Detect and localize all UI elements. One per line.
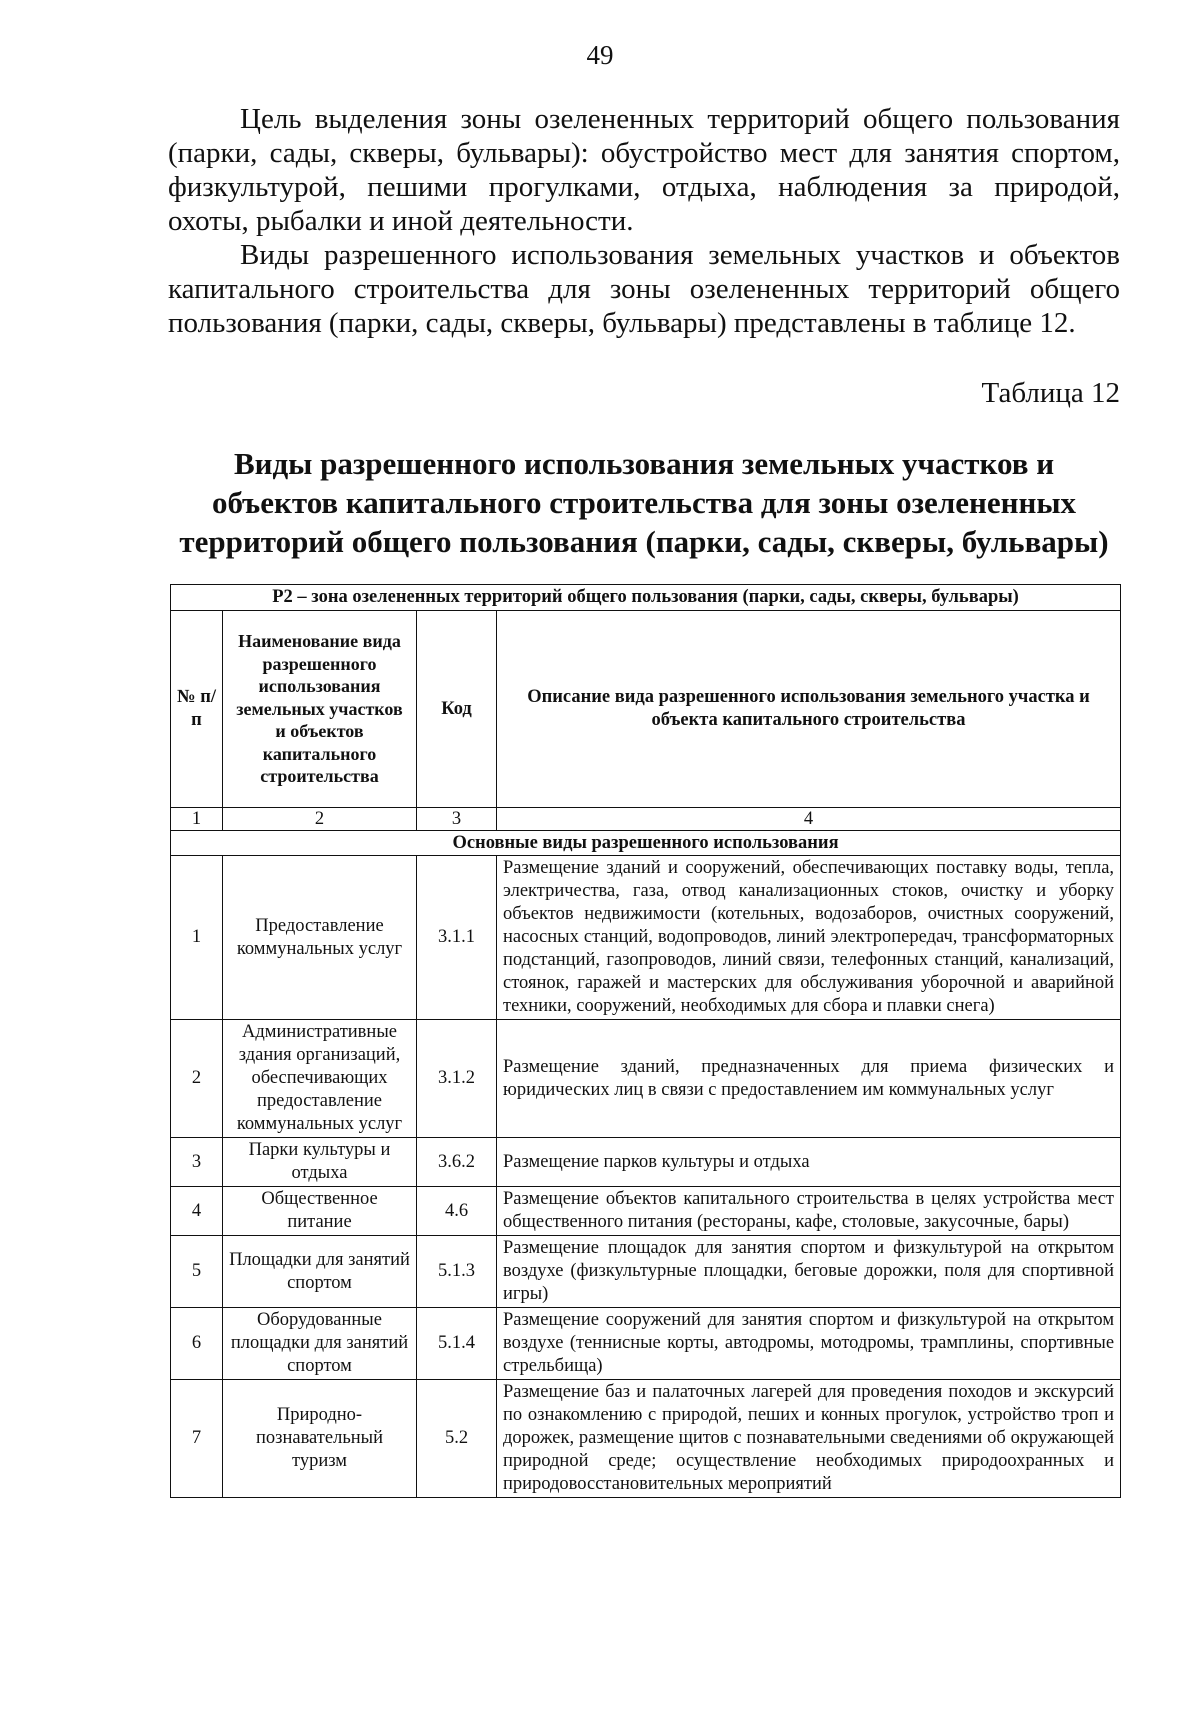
zone-header-row (171, 585, 1121, 611)
permitted-use-table (170, 584, 1121, 1498)
row-name: Общественное питание (223, 1187, 417, 1236)
row-number: 7 (171, 1380, 223, 1498)
row-description: Размещение сооружений для занятия спортом и физкультурой на открытом воздухе (теннисные корты, автодромы, мотодромы, трамплины, спортивные стрельбища) (497, 1308, 1121, 1380)
section-title: Основные виды разрешенного использования (171, 831, 1121, 856)
column-number-row (171, 808, 1121, 831)
row-description: Размещение баз и палаточных лагерей для проведения походов и экскурсий по ознакомлению с природой, пеших и конных прогулок, устройство троп и дорожек, размещение щитов с познавательными сведениями об окружающей природной среде; осуществление необходимых природоохранных и природовосстановительных мероприятий (497, 1380, 1121, 1498)
row-code: 3.6.2 (417, 1138, 497, 1187)
row-name: Парки культуры и отдыха (223, 1138, 417, 1187)
header-code: Код (417, 611, 497, 808)
table-title: Виды разрешенного использования земельных участков и объектов капитального строительства для зоны озелененных территорий общего пользования (парки, сады, скверы, бульвары) (179, 446, 1109, 559)
header-name: Наименование вида разрешенного использования земельных участков и объектов капитального строительства (223, 611, 417, 808)
paragraph-table-reference: Виды разрешенного использования земельных участков и объектов капитального строительства для зоны озелененных территорий общего пользования (парки, сады, скверы, бульвары) представлены в таблице 12. (168, 239, 1120, 339)
row-name: Предоставление коммунальных услуг (223, 856, 417, 1020)
row-code: 4.6 (417, 1187, 497, 1236)
row-number: 6 (171, 1308, 223, 1380)
row-name: Площадки для занятий спортом (223, 1236, 417, 1308)
body-text (168, 102, 1120, 340)
paragraph-purpose: Цель выделения зоны озелененных территорий общего пользования (парки, сады, скверы, бульвары): обустройство мест для занятия спортом, физкультурой, пешими прогулками, отдыха, наблюдения за природой, охоты, рыбалки и иной деятельности. (168, 103, 1120, 237)
row-description: Размещение зданий и сооружений, обеспечивающих поставку воды, тепла, электричества, газа, отвод канализационных стоков, очистку и уборку объектов недвижимости (котельных, водозаборов, очистных сооружений, насосных станций, водопроводов, линий электропередач, трансформаторных подстанций, газопроводов, линий связи, телефонных станций, канализаций, стоянок, гаражей и мастерских для обслуживания уборочной и аварийной техники, сооружений, необходимых для сбора и плавки снега) (497, 856, 1121, 1020)
row-name: Оборудованные площадки для занятий спортом (223, 1308, 417, 1380)
row-name: Административные здания организаций, обеспечивающих предоставление коммунальных услуг (223, 1020, 417, 1138)
row-code: 3.1.1 (417, 856, 497, 1020)
row-description: Размещение зданий, предназначенных для приема физических и юридических лиц в связи с предоставлением им коммунальных услуг (497, 1020, 1121, 1138)
row-number: 2 (171, 1020, 223, 1138)
table-row (171, 1236, 1121, 1308)
table-row (171, 1380, 1121, 1498)
column-number: 3 (417, 808, 497, 831)
row-number: 3 (171, 1138, 223, 1187)
row-number: 4 (171, 1187, 223, 1236)
row-number: 1 (171, 856, 223, 1020)
page-number: 49 (586, 40, 614, 70)
row-code: 5.2 (417, 1380, 497, 1498)
column-number: 2 (223, 808, 417, 831)
row-code: 5.1.4 (417, 1308, 497, 1380)
section-row (171, 831, 1121, 856)
table-label: Таблица 12 (981, 377, 1120, 409)
column-number: 4 (497, 808, 1121, 831)
zone-header: Р2 – зона озелененных территорий общего пользования (парки, сады, скверы, бульвары) (171, 585, 1121, 611)
table-row (171, 856, 1121, 1020)
header-number: № п/п (171, 611, 223, 808)
row-number: 5 (171, 1236, 223, 1308)
row-description: Размещение площадок для занятия спортом и физкультурой на открытом воздухе (физкультурные площадки, беговые дорожки, поля для спортивной игры) (497, 1236, 1121, 1308)
table-row (171, 1138, 1121, 1187)
row-description: Размещение парков культуры и отдыха (497, 1138, 1121, 1187)
column-header-row (171, 611, 1121, 808)
row-code: 5.1.3 (417, 1236, 497, 1308)
row-code: 3.1.2 (417, 1020, 497, 1138)
row-name: Природно-познавательный туризм (223, 1380, 417, 1498)
table-row (171, 1308, 1121, 1380)
header-description: Описание вида разрешенного использования земельного участка и объекта капитального строительства (497, 611, 1121, 808)
table-row (171, 1187, 1121, 1236)
table-row (171, 1020, 1121, 1138)
column-number: 1 (171, 808, 223, 831)
row-description: Размещение объектов капитального строительства в целях устройства мест общественного питания (рестораны, кафе, столовые, закусочные, бары) (497, 1187, 1121, 1236)
